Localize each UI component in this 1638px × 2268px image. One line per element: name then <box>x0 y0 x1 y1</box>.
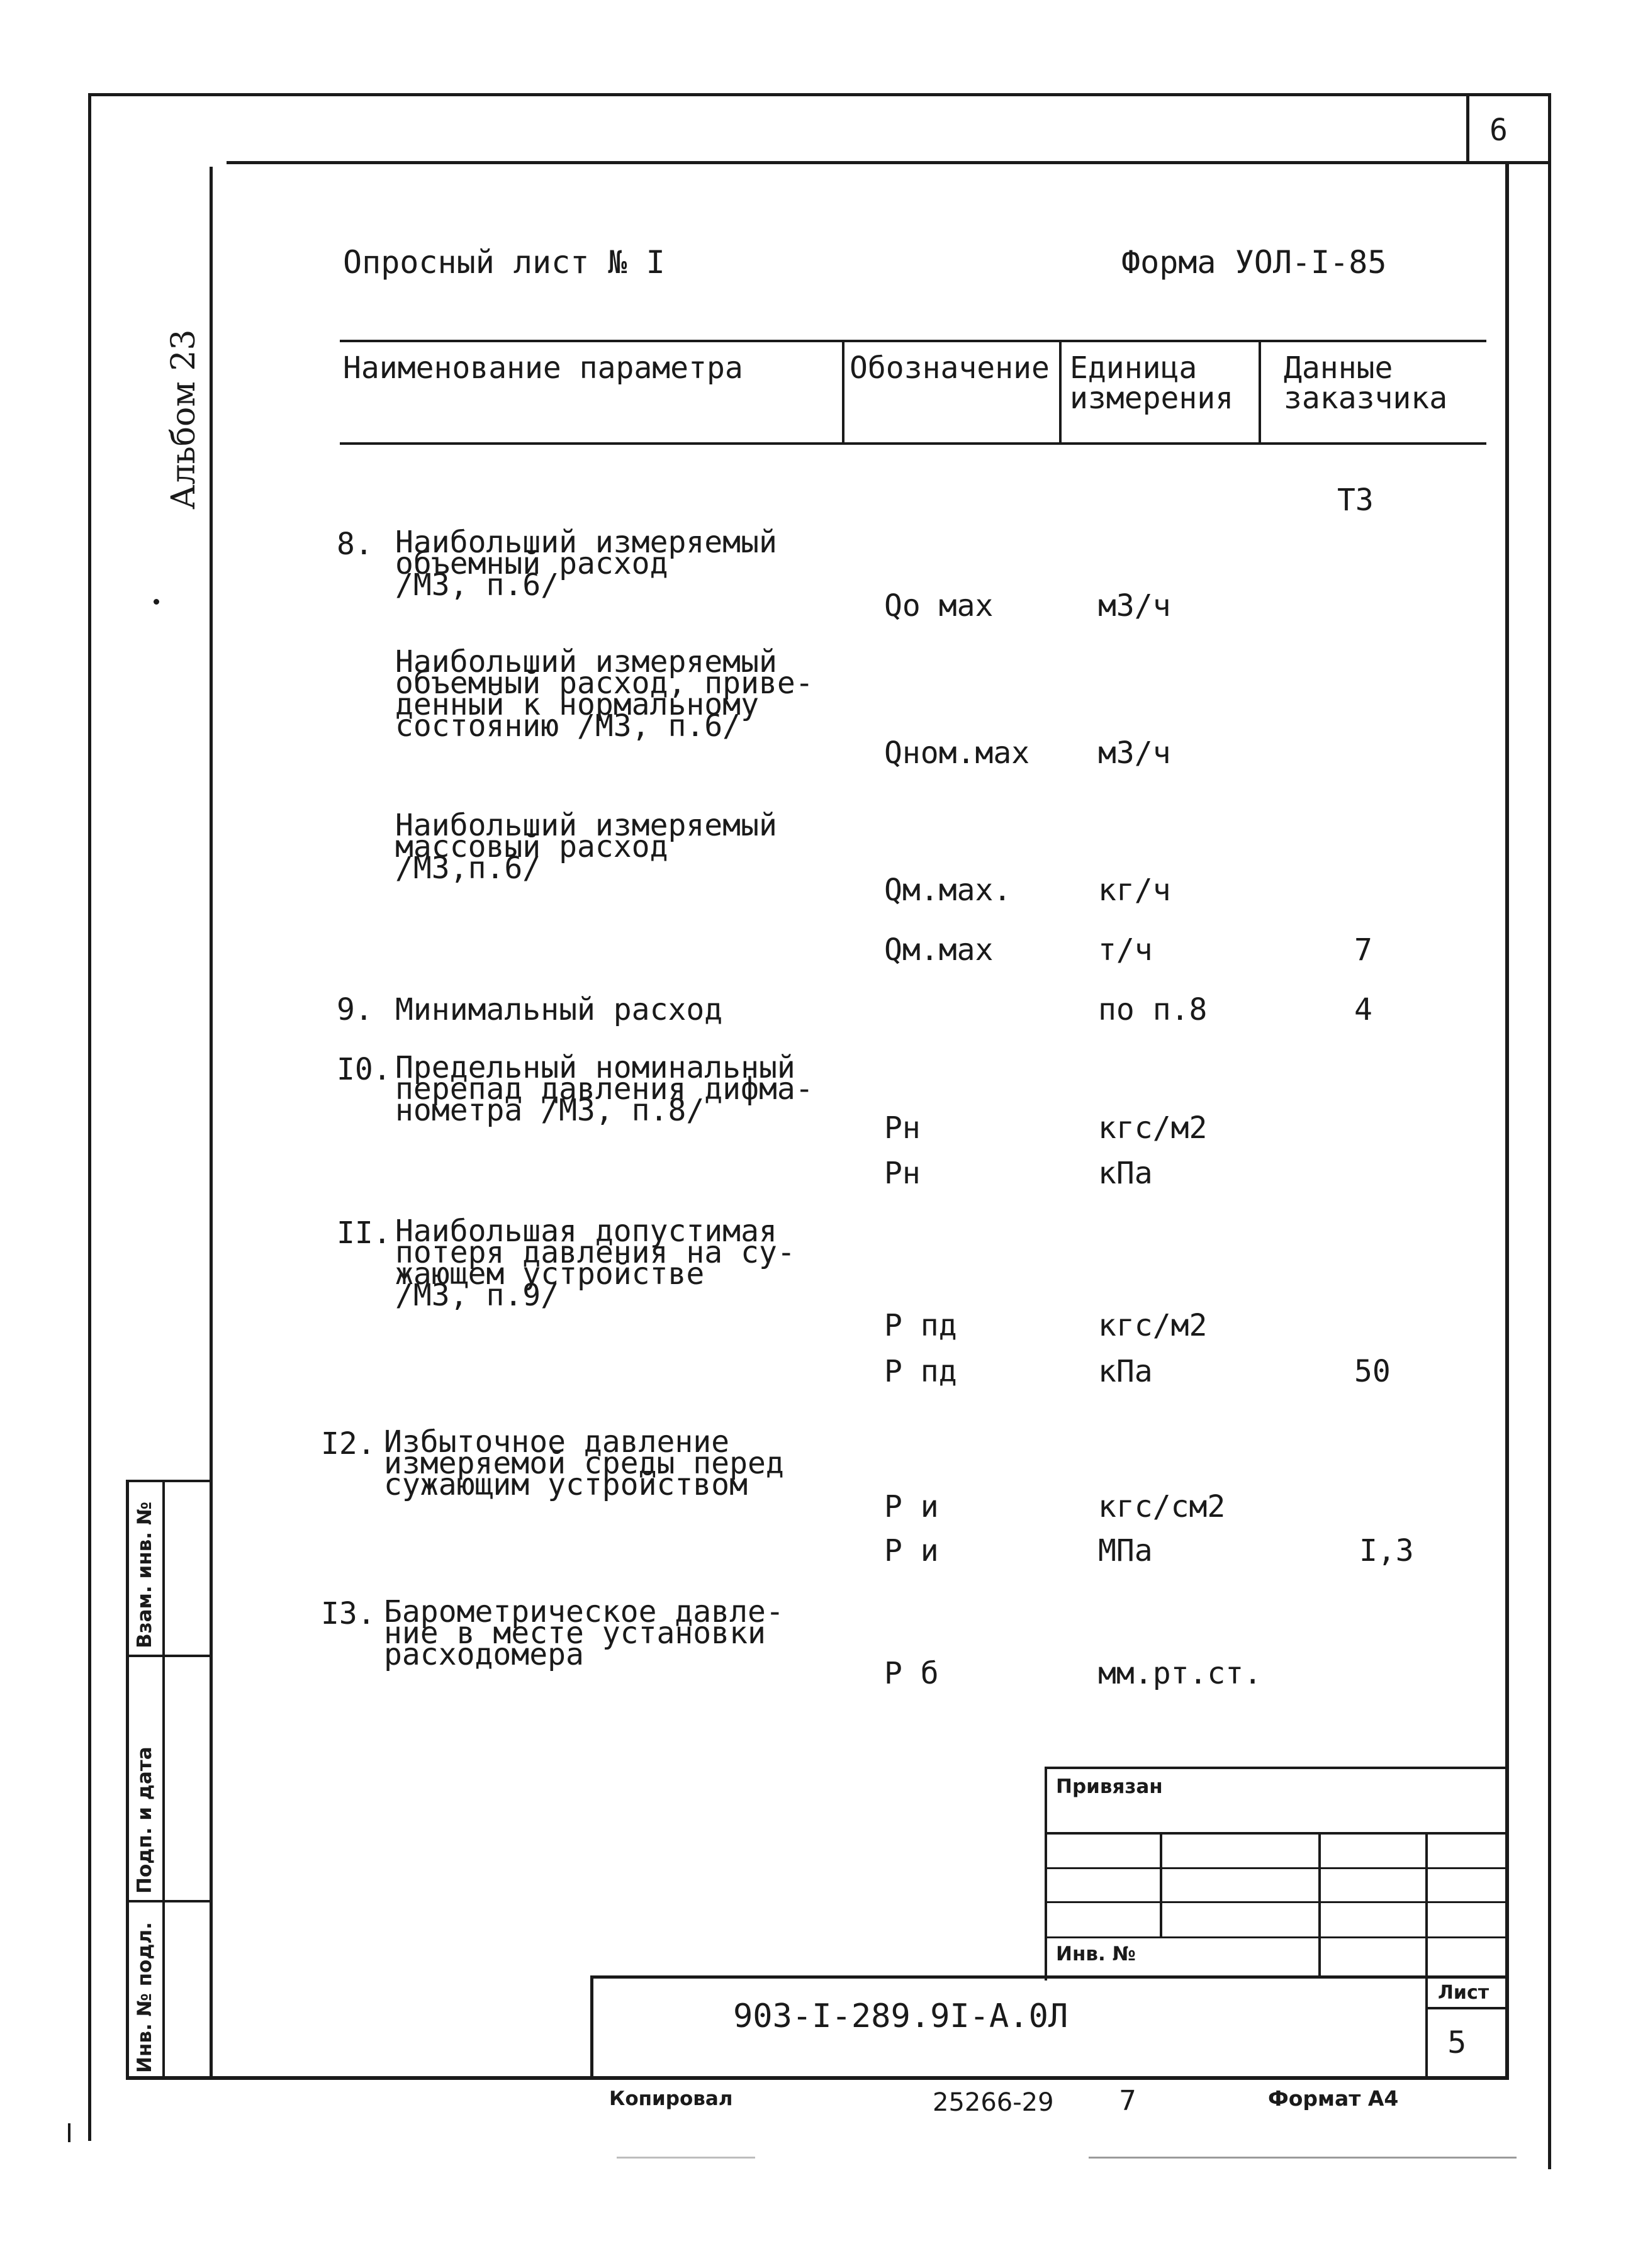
side-stamp-top-line <box>126 1480 213 1482</box>
item-12-text: Избыточное давление измеряемой среды перед сужающим устройством <box>384 1424 784 1502</box>
col-divider-3 <box>1259 340 1261 444</box>
table-header-top-line <box>340 340 1486 342</box>
footer-format: Формат А4 <box>1268 2086 1399 2111</box>
item-13-number: I3. <box>321 1596 376 1631</box>
table-header-bottom-line <box>340 442 1486 445</box>
item-10a-designation: Рн <box>884 1110 921 1146</box>
item-12b-unit: МПа <box>1098 1533 1153 1568</box>
document-code: 903-I-289.9I-А.0Л <box>733 1997 1069 2035</box>
page-number: 6 <box>1489 113 1508 148</box>
bottom-faint-line-1 <box>617 2157 755 2159</box>
item-11a-designation: Р пд <box>884 1308 957 1343</box>
side-stamp-divider-2 <box>126 1900 213 1902</box>
item-11-text: Наибольшая допустимая потеря давления на су- жающем устройстве /МЗ, п.9/ <box>395 1214 795 1313</box>
item-11-number: II. <box>337 1215 391 1251</box>
item-8d-designation: Qм.мах <box>884 932 994 968</box>
item-8a-text: Наибольший измеряемый объемный расход /МЗ, п.6/ <box>395 525 777 603</box>
outer-border-left <box>88 93 91 2141</box>
item-12a-unit: кгс/см2 <box>1098 1489 1226 1524</box>
item-8c-text: Наибольший измеряемый массовый расход /МЗ,п.6/ <box>395 808 777 886</box>
item-10a-unit: кгс/м2 <box>1098 1110 1208 1146</box>
side-stamp-divider-1 <box>126 1655 213 1657</box>
item-11b-unit: кПа <box>1098 1354 1153 1389</box>
sheet-box-left <box>1425 1975 1428 2080</box>
inner-border-left <box>210 167 213 2079</box>
item-9-text: Минимальный расход <box>395 992 723 1027</box>
item-11a-unit: кгс/м2 <box>1098 1308 1208 1343</box>
column-header-unit-1: Единица <box>1070 350 1198 386</box>
item-12a-designation: Р и <box>884 1489 939 1524</box>
col-divider-1 <box>842 340 844 444</box>
column-header-unit-2: измерения <box>1070 381 1234 416</box>
item-9-value: 4 <box>1354 992 1372 1027</box>
side-stamp-podp-data: Подп. и дата <box>133 1746 156 1894</box>
item-8c-unit: кг/ч <box>1098 873 1171 908</box>
title-block-col-3 <box>1425 1832 1428 1977</box>
item-8d-value: 7 <box>1354 932 1372 968</box>
item-9-unit: по п.8 <box>1098 992 1208 1027</box>
title-block-left-line <box>1045 1767 1047 1980</box>
item-8c-designation: Qм.мах. <box>884 873 1012 908</box>
item-8b-text: Наибольший измеряемый объемный расход, приве- денный к нормальному состоянию /МЗ, п.6/ <box>395 644 814 744</box>
item-12b-designation: Р и <box>884 1533 939 1568</box>
item-12b-value: I,3 <box>1359 1533 1414 1568</box>
column-header-customer-2: заказчика <box>1284 381 1448 416</box>
stamp-inv-no-label: Инв. № <box>1056 1943 1136 1965</box>
title-block-row-2 <box>1045 1867 1509 1869</box>
bottom-faint-line-2 <box>1089 2157 1517 2159</box>
item-8b-designation: Qном.мах <box>884 735 1030 771</box>
doc-code-box-top <box>590 1975 1509 1979</box>
item-10-text: Предельный номинальный перепад давления дифма- нометра /МЗ, п.8/ <box>395 1050 814 1128</box>
sheet-box-divider <box>1425 2007 1509 2009</box>
title-block-col-2 <box>1318 1832 1321 1977</box>
page-number-box-left <box>1466 93 1469 162</box>
item-9-number: 9. <box>337 992 373 1027</box>
sheet-label: Лист <box>1438 1982 1489 2004</box>
page-number-box-right <box>1548 93 1551 2169</box>
column-header-name: Наименование параметра <box>343 350 743 386</box>
sheet-number: 5 <box>1447 2025 1467 2060</box>
footer-order-number: 25266-29 <box>933 2088 1054 2117</box>
item-13-text: Барометрическое давле- ние в месте установки расходомера <box>384 1594 784 1672</box>
questionnaire-title: Опросный лист № I <box>343 244 665 281</box>
item-8a-unit: м3/ч <box>1098 588 1171 623</box>
item-10b-unit: кПа <box>1098 1156 1153 1191</box>
item-8a-designation: Qo мах <box>884 588 994 623</box>
title-block-col-1 <box>1160 1832 1162 1938</box>
tz-mark: ТЗ <box>1337 483 1374 518</box>
side-stamp-vzam-inv: Взам. инв. № <box>133 1501 156 1648</box>
title-block-row-1 <box>1045 1832 1509 1835</box>
footer-order-suffix: 7 <box>1119 2085 1136 2117</box>
album-label: Альбом 23 <box>165 329 203 510</box>
form-code: Форма УОЛ-I-85 <box>1121 244 1387 281</box>
item-13-designation: Р б <box>884 1656 939 1691</box>
item-8d-unit: т/ч <box>1098 932 1153 968</box>
footer-copied-label: Копировал <box>609 2087 733 2110</box>
col-divider-2 <box>1059 340 1062 444</box>
column-header-customer-1: Данные <box>1284 350 1393 386</box>
column-header-designation: Обозначение <box>850 350 1050 386</box>
item-11b-designation: Р пд <box>884 1354 957 1389</box>
side-stamp-inv-podl: Инв. № подл. <box>133 1922 156 2073</box>
item-10-number: I0. <box>337 1052 391 1087</box>
left-edge-tick <box>68 2123 70 2142</box>
title-block-row-3 <box>1045 1901 1509 1903</box>
title-block-row-4 <box>1045 1936 1509 1938</box>
inner-border-bottom <box>126 2076 1509 2080</box>
item-8-number: 8. <box>337 527 373 562</box>
item-10b-designation: Рн <box>884 1156 921 1191</box>
item-13-unit: мм.рт.ст. <box>1098 1656 1262 1691</box>
outer-border-top <box>88 93 1551 96</box>
stamp-bound-label: Привязан <box>1056 1775 1163 1798</box>
item-12-number: I2. <box>321 1426 376 1461</box>
inner-border-top <box>227 161 1551 164</box>
margin-dot <box>154 599 159 605</box>
doc-code-box-left <box>590 1975 593 2080</box>
title-block-top-line <box>1045 1767 1509 1769</box>
item-11b-value: 50 <box>1354 1354 1391 1389</box>
inner-border-right <box>1505 161 1509 2080</box>
item-8b-unit: м3/ч <box>1098 735 1171 771</box>
side-stamp-mid-line <box>162 1480 165 2079</box>
side-stamp-left-line <box>126 1480 129 2079</box>
